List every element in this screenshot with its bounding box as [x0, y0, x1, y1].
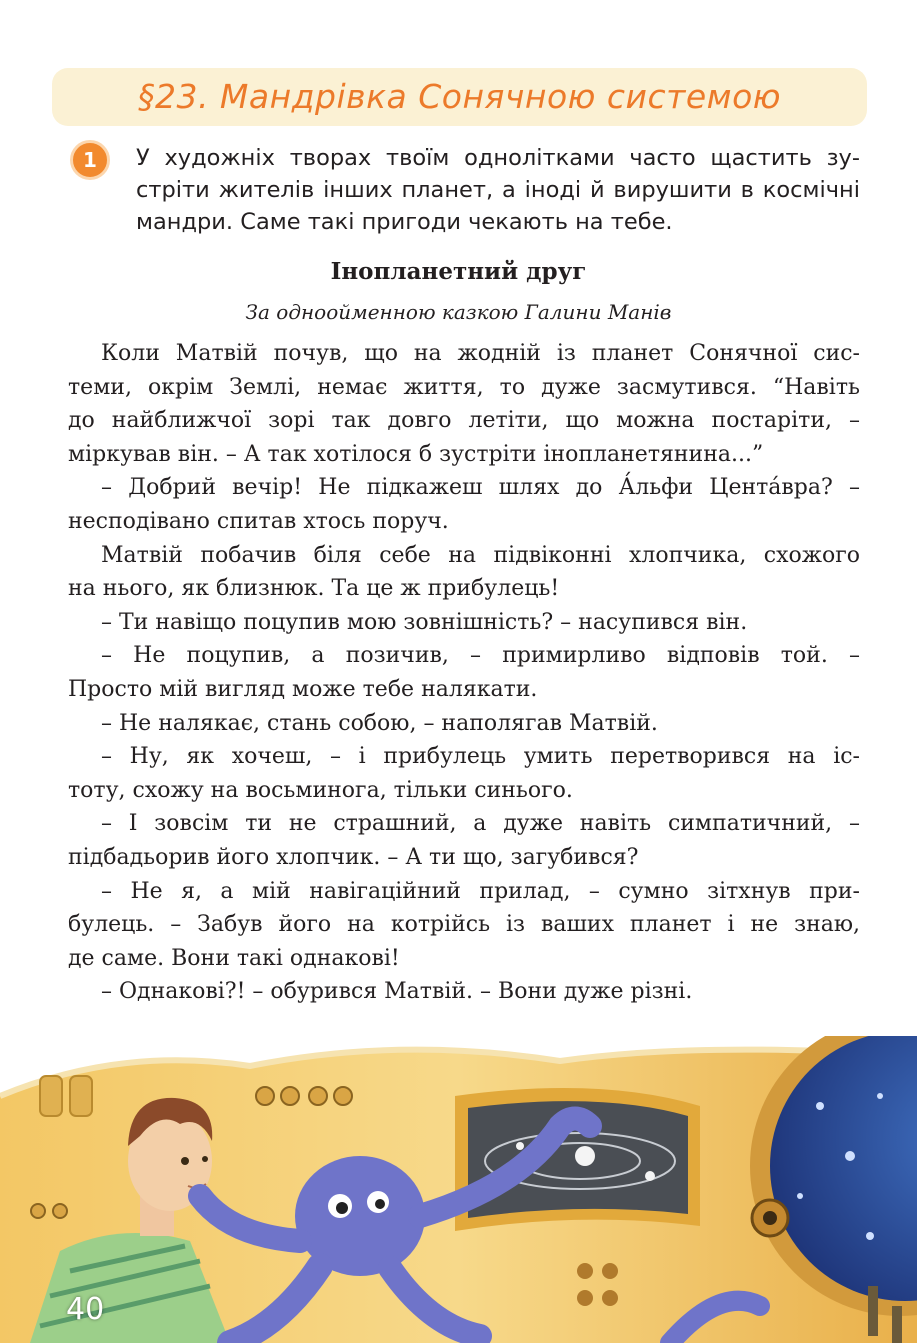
task-number-badge: 1	[70, 140, 110, 180]
story-line: – Ти навіщо поцупив мою зовнішність? – насупився він.	[101, 609, 748, 635]
story-line: – Ну, як хочеш, – і прибулець умить перетворився на іс-	[101, 744, 860, 770]
task-line: У художніх творах твоїм однолітками часто щастить зу-	[136, 145, 860, 171]
story-line: міркував він. – А так хотілося б зустріти інопланетянина...”	[68, 441, 764, 467]
story-line: – Не поцупив, а позичив, – примирливо відповів той. –	[101, 643, 860, 669]
story-title: Інопланетний друг	[330, 258, 587, 285]
section-title-band	[52, 68, 867, 126]
spaceship-interior-illustration	[0, 1036, 917, 1343]
task-line: стріти жителів інших планет, а іноді й вирушити в космічні	[136, 177, 860, 203]
story-line: Просто мій вигляд може тебе налякати.	[68, 676, 538, 702]
task-line: мандри. Саме такі пригоди чекають на тебе.	[136, 209, 673, 235]
section-title: §23. Мандрівка Сонячною системою	[137, 77, 782, 116]
story-line: – Добрий вечір! Не підкажеш шлях до А́льфи Цента́вра? –	[101, 475, 860, 501]
story-line: теми, окрім Землі, немає життя, то дуже засмутився. “Навіть	[68, 374, 860, 400]
story-line: тоту, схожу на восьминога, тільки синього.	[68, 777, 573, 803]
story-line: Коли Матвій почув, що на жодній із планет Сонячної сис-	[101, 341, 860, 366]
story-line: на нього, як близнюк. Та це ж прибулець!	[68, 576, 560, 602]
story-line: підбадьорив його хлопчик. – А ти що, загубився?	[68, 844, 639, 870]
page-number: 40	[66, 1292, 105, 1327]
story-line: булець. – Забув його на котрійсь із ваших планет і не знаю,	[68, 912, 860, 938]
task-text	[136, 142, 860, 238]
story-line: Матвій побачив біля себе на підвіконні хлопчика, схожого	[101, 542, 860, 568]
story-line: несподівано спитав хтось поруч.	[68, 508, 449, 534]
story-line: де саме. Вони такі однакові!	[68, 945, 400, 971]
story-line: – Однакові?! – обурився Матвій. – Вони дуже різні.	[101, 979, 693, 1005]
story-line: – Не я, а мій навігаційний прилад, – сумно зітхнув при-	[101, 878, 860, 904]
story-line: до найближчої зорі так довго летіти, що можна постаріти, –	[68, 408, 860, 434]
story-line: – І зовсім ти не страшний, а дуже навіть симпатичний, –	[101, 811, 860, 837]
story-subtitle: За одноойменною казкою Галини Манів	[245, 300, 672, 324]
story-line: – Не налякає, стань собою, – наполягав Матвій.	[101, 710, 658, 736]
story-text	[68, 337, 860, 1009]
